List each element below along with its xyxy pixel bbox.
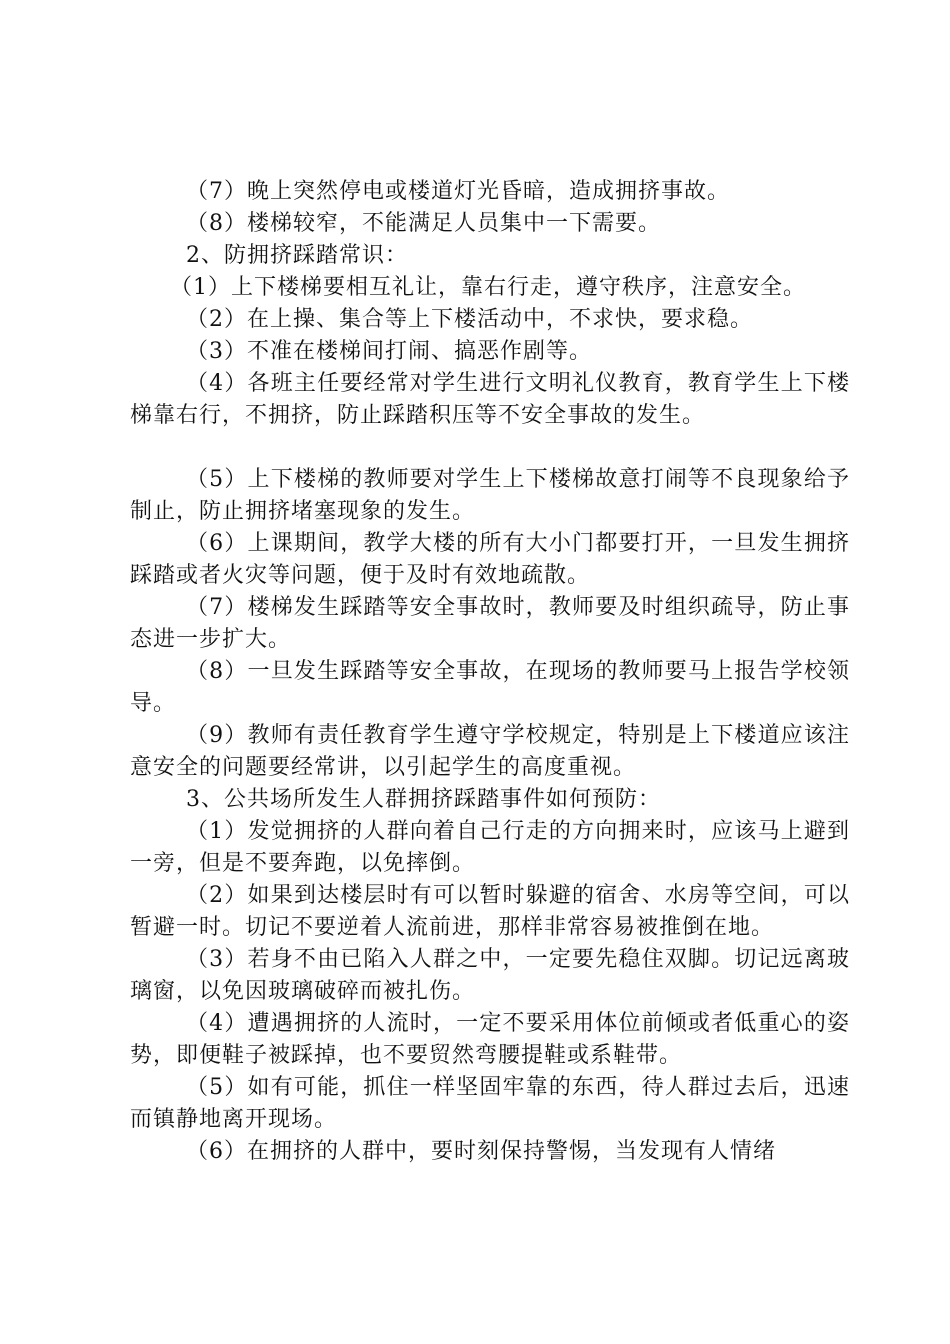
paragraph-6: （3）不准在楼梯间打闹、搞恶作剧等。 [186,339,592,364]
paragraph-18: （5）如有可能，抓住一样坚固牢靠的东西，待人群过去后，迅速而镇静地离开现场。 [130,1075,850,1132]
paragraph-16: （3）若身不由已陷入人群之中，一定要先稳住双脚。切记远离玻璃窗，以免因玻璃破碎而被扎伤。 [130,947,850,1004]
paragraph-11: （8）一旦发生踩踏等安全事故，在现场的教师要马上报告学校领导。 [130,659,850,716]
paragraph-7: （4）各班主任要经常对学生进行文明礼仪教育，教育学生上下楼梯靠右行，不拥挤，防止踩踏积压等不安全事故的发生。 [130,371,850,428]
paragraph-5: （2）在上操、集合等上下楼活动中，不求快，要求稳。 [186,307,753,332]
paragraph-10: （7）楼梯发生踩踏等安全事故时，教师要及时组织疏导，防止事态进一步扩大。 [130,595,850,652]
paragraph-17: （4）遭遇拥挤的人流时，一定不要采用体位前倾或者低重心的姿势，即便鞋子被踩掉，也不要贸然弯腰提鞋或系鞋带。 [130,1011,850,1068]
paragraph-14: （1）发觉拥挤的人群向着自己行走的方向拥来时，应该马上避到一旁，但是不要奔跑，以免摔倒。 [130,819,850,876]
paragraph-2: （8）楼梯较窄，不能满足人员集中一下需要。 [186,211,661,236]
document-body [130,176,850,1168]
section-heading-3: 3、公共场所发生人群拥挤踩踏事件如何预防： [186,787,661,812]
section-heading-2: 2、防拥挤踩踏常识： [186,243,408,268]
paragraph-8: （5）上下楼梯的教师要对学生上下楼梯故意打闹等不良现象给予制止，防止拥挤堵塞现象的发生。 [130,467,850,524]
paragraph-12: （9）教师有责任教育学生遵守学校规定，特别是上下楼道应该注意安全的问题要经常讲，以引起学生的高度重视。 [130,723,850,780]
paragraph-15: （2）如果到达楼层时有可以暂时躲避的宿舍、水房等空间，可以暂避一时。切记不要逆着人流前进，那样非常容易被推倒在地。 [130,883,850,940]
paragraph-1: （7）晚上突然停电或楼道灯光昏暗，造成拥挤事故。 [186,179,730,204]
paragraph-9: （6）上课期间，教学大楼的所有大小门都要打开，一旦发生拥挤踩踏或者火灾等问题，便于及时有效地疏散。 [130,531,850,588]
paragraph-4: （1）上下楼梯要相互礼让，靠右行走，遵守秩序，注意安全。 [170,275,806,300]
paragraph-19: （6）在拥挤的人群中，要时刻保持警惕，当发现有人情绪 [186,1139,776,1164]
